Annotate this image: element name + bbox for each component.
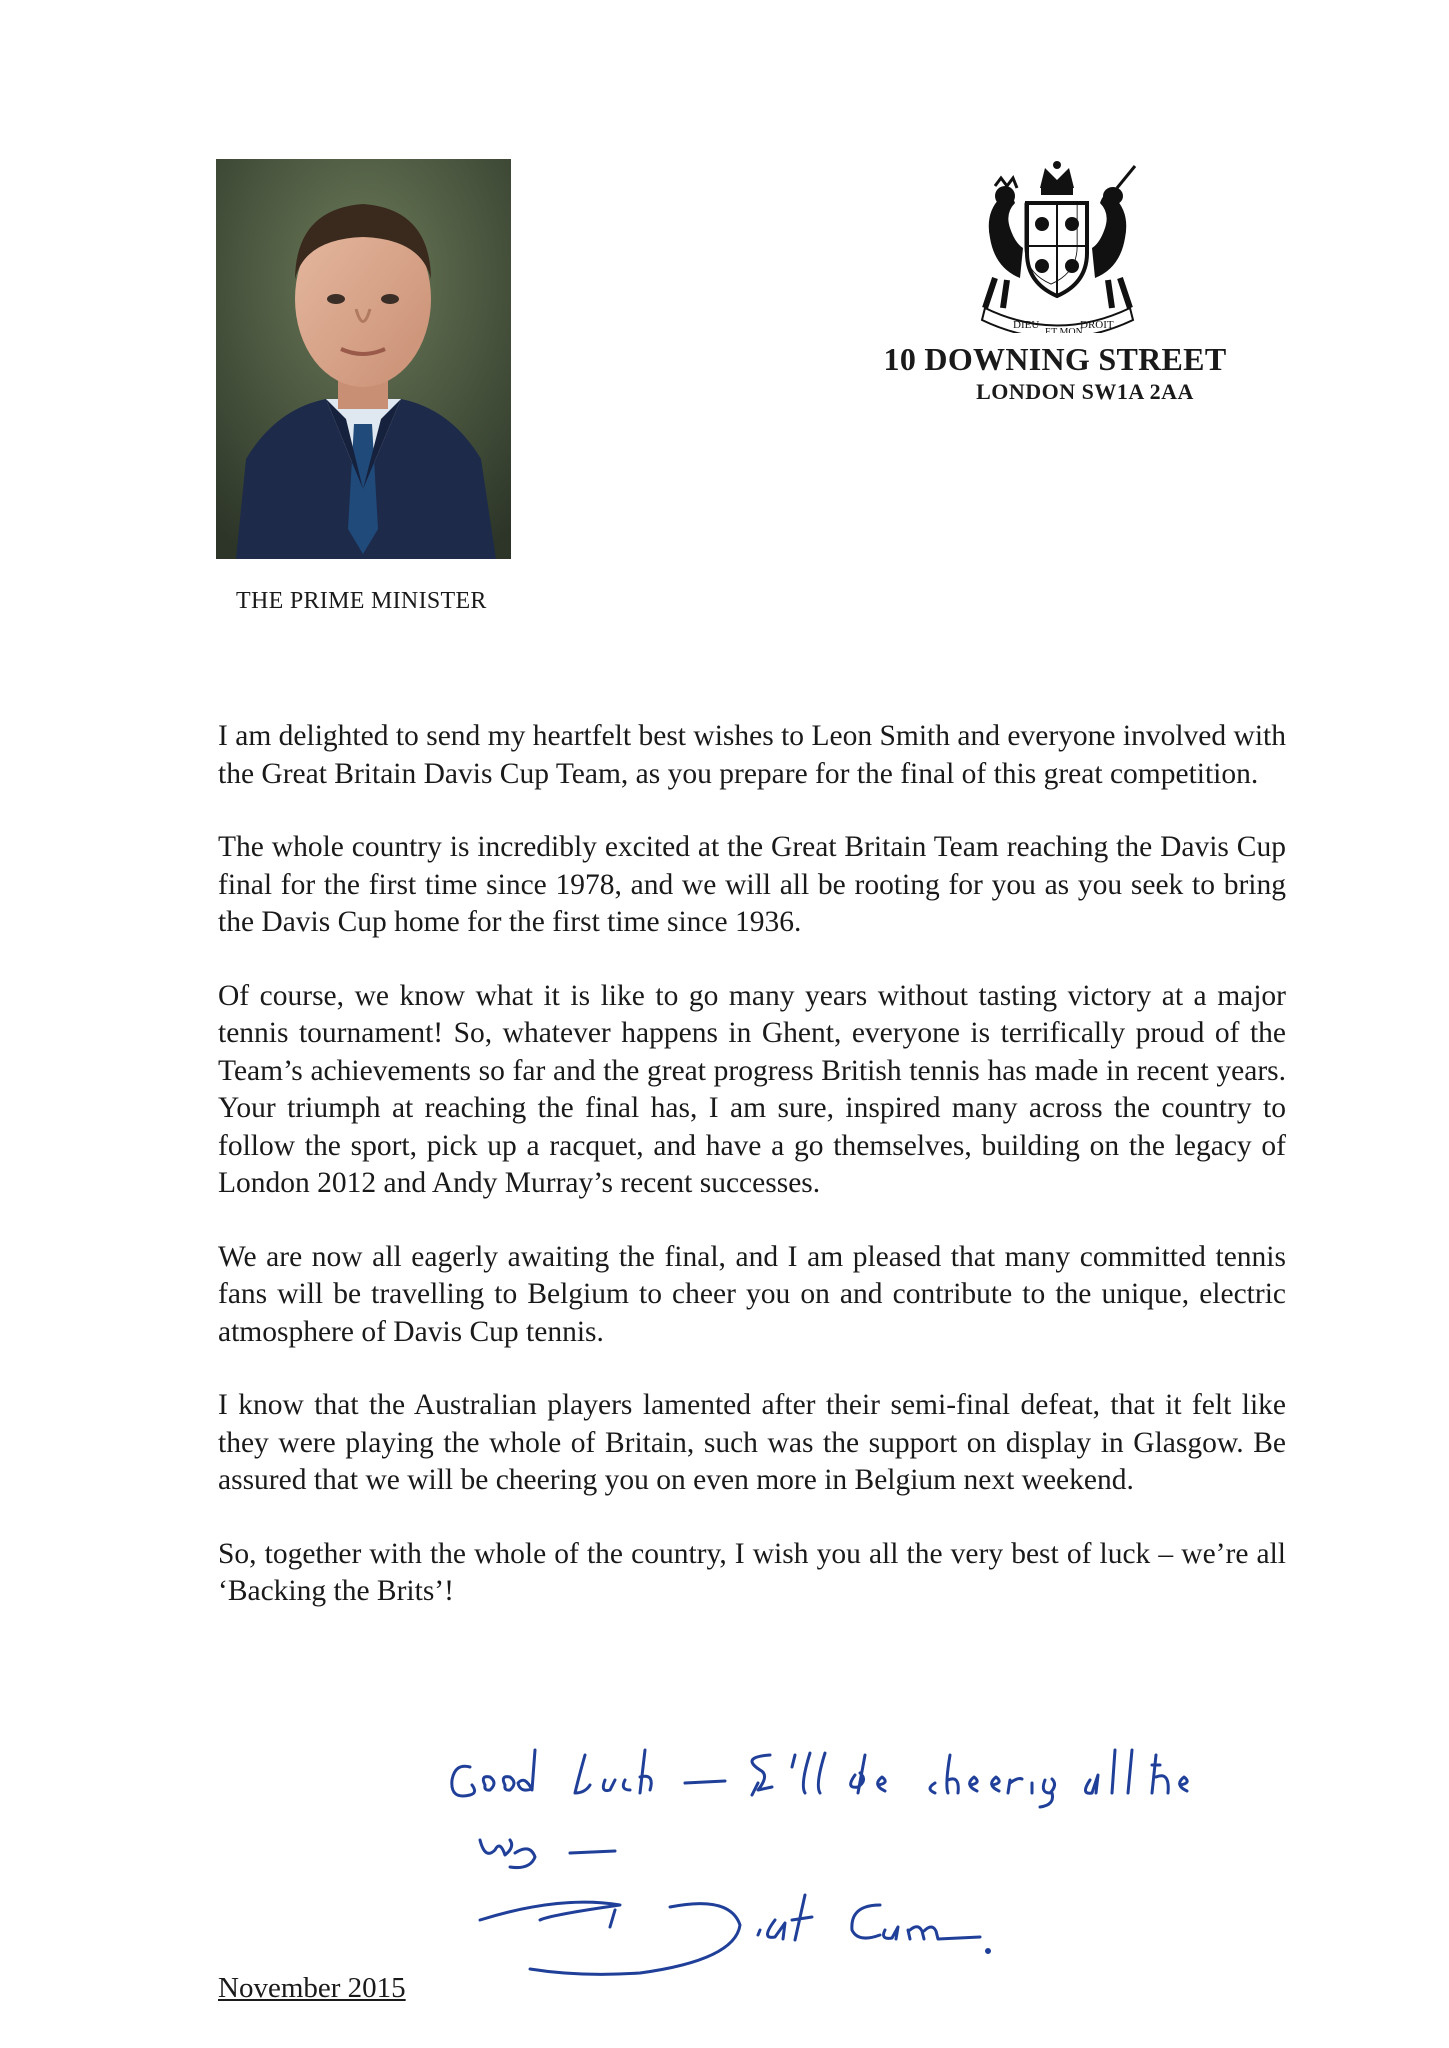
royal-coat-of-arms-icon	[965, 158, 1150, 333]
portrait-illustration	[216, 159, 511, 559]
street-address: 10 DOWNING STREET	[883, 341, 1227, 377]
letter-date: November 2015	[218, 1972, 406, 2004]
paragraph-4: We are now all eagerly awaiting the final, and I am pleased that many committed tennis fans will be travelling to Belgium to cheer you on and contribute to the unique, electric atmosphere of Davis Cup tennis.	[218, 1240, 1286, 1348]
paragraph-2: The whole country is incredibly excited at the Great Britain Team reaching the Davis Cup final for the first time since 1978, and we will all be rooting for you as you seek to bring the Davis Cup home for the first time since 1936.	[218, 831, 1286, 938]
paragraph-5: I know that the Australian players lamented after their semi-final defeat, that it felt like they were playing the whole of Britain, such was the support on display in Glasgow. Be assured that we will be cheering you on even more in Belgium next weekend.	[218, 1389, 1286, 1496]
paragraph-1: I am delighted to send my heartfelt best wishes to Leon Smith and everyone involved with the Great Britain Davis Cup Team, as you prepare for the final of this great competition.	[218, 720, 1286, 790]
sender-title: THE PRIME MINISTER	[236, 588, 487, 614]
city-postcode: LONDON SW1A 2AA	[976, 379, 1194, 404]
letterhead-address	[860, 340, 1250, 406]
letter-body	[218, 718, 1286, 1647]
prime-minister-portrait	[216, 159, 511, 559]
motto-dieu: DIEU	[1013, 319, 1040, 331]
paragraph-6: So, together with the whole of the country, I wish you all the very best of luck – we’re all ‘Backing the Brits’!	[218, 1537, 1286, 1607]
handwritten-signature	[440, 1745, 1320, 1995]
paragraph-3: Of course, we know what it is like to go many years without tasting victory at a major tennis tournament! So, whatever happens in Ghent, everyone is terrifically proud of the Team’s achievements so far and the great progress British tennis has made in recent years. Your triumph at reaching the final has, I am sure, inspired many across the country to follow the sport, pick up a racquet, and have a go themselves, building on the legacy of London 2012 and Andy Murray’s recent successes.	[218, 979, 1286, 1199]
motto-droit: DROIT	[1080, 319, 1114, 331]
motto-et-mon: ET MON	[1045, 327, 1083, 333]
